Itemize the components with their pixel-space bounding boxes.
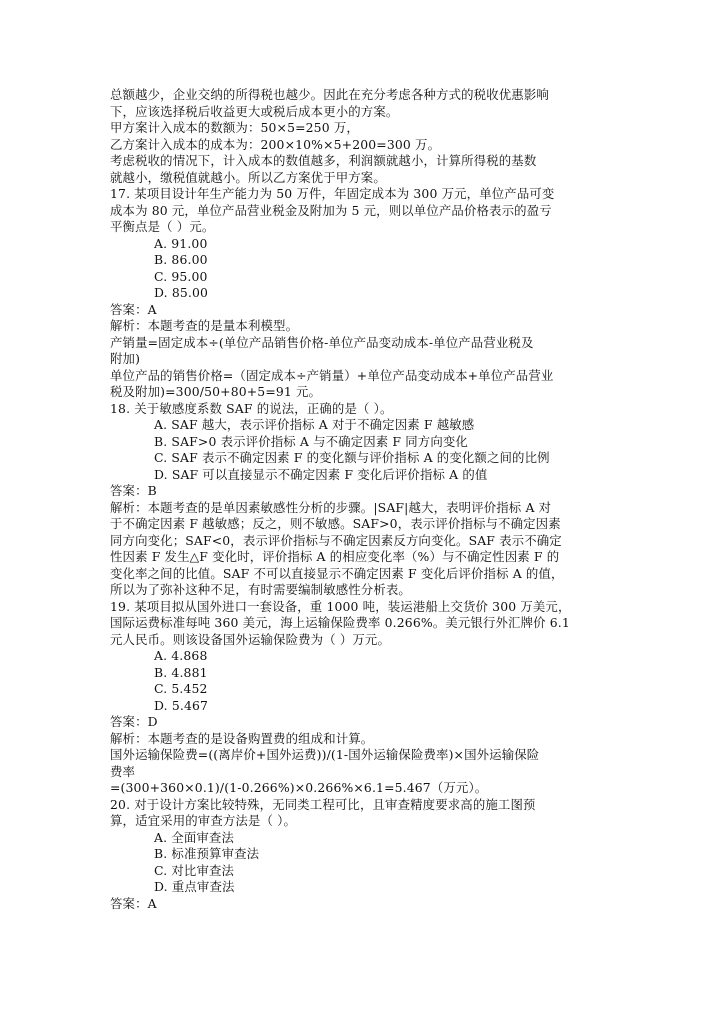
- option-c: C. 95.00: [154, 268, 208, 284]
- question-stem: 18. 关于敏感度系数 SAF 的说法，正确的是（ ）。: [110, 400, 393, 416]
- option-a: A. 91.00: [154, 235, 208, 251]
- analysis-line: 性因素 F 发生△F 变化时，评价指标 A 的相应变化率（%）与不确定性因素 F 的: [110, 549, 560, 564]
- text-line: 考虑税收的情况下，计入成本的数值越多，利润额就越小，计算所得税的基数: [110, 153, 537, 168]
- analysis-line: 所以为了弥补这种不足，有时需要编制敏感性分析表。: [110, 582, 411, 597]
- answer: 答案：B: [110, 483, 157, 498]
- text-line: 甲方案计入成本的数额为：50×5=250 万，: [110, 120, 359, 135]
- analysis-line: 解析：本题考查的是单因素敏感性分析的步骤。|SAF|越大，表明评价指标 A 对: [110, 499, 552, 515]
- document-page: [110, 87, 622, 912]
- text-line: 乙方案计入成本的成本为：200×10%×5+200=300 万。: [110, 136, 441, 152]
- analysis-line: 费率: [110, 763, 136, 779]
- analysis-line: 产销量=固定成本÷(单位产品销售价格-单位产品变动成本-单位产品营业税及: [110, 334, 534, 350]
- question-stem: 平衡点是（ ）元。: [110, 219, 215, 234]
- option-d: D. SAF 可以直接显示不确定因素 F 变化后评价指标 A 的值: [154, 466, 488, 482]
- analysis-line: 附加): [110, 351, 141, 366]
- q16-explanation-continued: [110, 87, 622, 186]
- question-18: [110, 401, 622, 599]
- option-b: B. 标准预算审查法: [154, 846, 260, 861]
- text-line: 总额越少，企业交纳的所得税也越少。因此在充分考虑各种方式的税收优惠影响: [110, 87, 549, 102]
- analysis-line: 变化率之间的比值。SAF 不可以直接显示不确定因素 F 变化后评价指标 A 的值，: [110, 565, 564, 581]
- option-b: B. SAF>0 表示评价指标 A 与不确定因素 F 同方向变化: [154, 433, 468, 449]
- option-d: D. 85.00: [154, 285, 209, 300]
- option-c: C. 5.452: [154, 681, 208, 696]
- option-c: C. SAF 表示不确定因素 F 的变化额与评价指标 A 的变化额之间的比例: [154, 450, 550, 465]
- analysis-line: =(300+360×0.1)/(1-0.266%)×0.266%×6.1=5.467（万元）。: [110, 780, 488, 795]
- option-a: A. 4.868: [154, 648, 208, 663]
- question-17: [110, 186, 622, 401]
- option-a: A. 全面审查法: [154, 829, 234, 845]
- question-19: [110, 599, 622, 797]
- answer: 答案：A: [110, 301, 157, 317]
- option-b: B. 4.881: [154, 664, 208, 680]
- analysis-line: 于不确定因素 F 越敏感；反之，则不敏感。SAF>0，表示评价指标与不确定因素: [110, 516, 561, 531]
- question-stem: 20. 对于设计方案比较特殊，无同类工程可比，且审查精度要求高的施工图预: [110, 796, 536, 812]
- question-20: [110, 797, 622, 913]
- analysis-line: 解析：本题考查的是量本利模型。: [110, 318, 299, 333]
- question-stem: 19. 某项目拟从国外进口一套设备，重 1000 吨，装运港船上交货价 300 万美元，: [110, 598, 571, 614]
- question-stem: 元人民币。则该设备国外运输保险费为（ ）万元。: [110, 631, 390, 647]
- analysis-line: 税及附加)=300/50+80+5=91 元。: [110, 384, 322, 399]
- analysis-line: 解析：本题考查的是设备购置费的组成和计算。: [110, 730, 374, 746]
- analysis-line: 国外运输保险费=((离岸价+国外运费))/(1-国外运输保险费率)×国外运输保险: [110, 747, 540, 762]
- option-d: D. 重点审查法: [154, 879, 235, 894]
- analysis-line: 单位产品的销售价格=（固定成本÷产销量）+单位产品变动成本+单位产品营业: [110, 367, 554, 383]
- answer: 答案：D: [110, 714, 158, 729]
- text-line: 就越小，缴税值就越小。所以乙方案优于甲方案。: [110, 169, 386, 185]
- question-stem: 成本为 80 元，单位产品营业税金及附加为 5 元，则以单位产品价格表示的盈亏: [110, 202, 552, 218]
- option-a: A. SAF 越大，表示评价指标 A 对于不确定因素 F 越敏感: [154, 417, 475, 432]
- option-c: C. 对比审查法: [154, 862, 235, 878]
- text-line: 下，应该选择税后收益更大或税后成本更小的方案。: [110, 103, 399, 119]
- option-b: B. 86.00: [154, 252, 208, 267]
- option-d: D. 5.467: [154, 697, 209, 713]
- answer: 答案：A: [110, 895, 157, 911]
- question-stem: 算，适宜采用的审查方法是（ ）。: [110, 813, 296, 828]
- question-stem: 17. 某项目设计年生产能力为 50 万件，年固定成本为 300 万元，单位产品可变: [110, 186, 555, 201]
- analysis-line: 同方向变化；SAF<0，表示评价指标与不确定因素反方向变化。SAF 表示不确定: [110, 532, 562, 548]
- question-stem: 国际运费标准每吨 360 美元，海上运输保险费率 0.266%。美元银行外汇牌价 6.1: [110, 615, 570, 630]
